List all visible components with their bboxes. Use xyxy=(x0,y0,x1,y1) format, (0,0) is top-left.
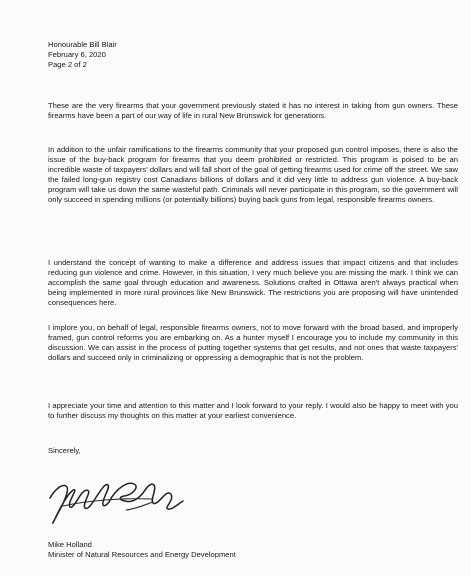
letter-header xyxy=(48,40,458,70)
page-number: Page 2 of 2 xyxy=(48,60,87,70)
signer-title: Minister of Natural Resources and Energy Development xyxy=(48,550,236,560)
letter-date: February 6, 2020 xyxy=(48,50,106,60)
paragraph-5: I appreciate your time and attention to this matter and I look forward to your reply. I would also be happy to meet with you to further discuss my thoughts on this matter at your earliest convenience. xyxy=(48,401,458,421)
paragraph-4: I implore you, on behalf of legal, responsible firearms owners, not to move forward with the broad based, and improperly framed, gun control reforms you are embarking on. As a hunter myself I encourage you to include my community in this discussion. We can assist in the process of putting together systems that get results, and not ones that waste taxpayers' dollars and succeed only in criminalizing or oppressing a demographic that is not the problem. xyxy=(48,323,458,363)
signer-name: Mike Holland xyxy=(48,540,92,549)
handwritten-signature xyxy=(42,465,192,537)
letter-body xyxy=(48,40,458,560)
recipient-name: Honourable Bill Blair xyxy=(48,40,117,49)
paragraph-3: I understand the concept of wanting to make a difference and address issues that impact citizens and that includes reducing gun violence and crime. However, in this situation, I very much believe you are missing the mark. I think we can accomplish the same goal through education and awareness. Solutions crafted in Ottawa aren't always practical when being implemented in more rural provinces like New Brunswick. The restrictions you are proposing will have unintended consequences here. xyxy=(48,258,458,308)
signature-block xyxy=(48,540,236,560)
paragraph-1: These are the very firearms that your government previously stated it has no interest in taking from gun owners. These firearms have been a part of our way of life in rural New Brunswick for generations. xyxy=(48,101,458,121)
paragraph-2: In addition to the unfair ramifications to the firearms community that your proposed gun control imposes, there is also the issue of the buy-back program for firearms that you deem prohibited or restricted. This program is poised to be an incredible waste of taxpayers' dollars and will fall short of the goal of getting firearms used for crime off the street. We saw the failed long-gun registry cost Canadians billions of dollars and it did very little to address gun violence. A buy-back program will take us down the same wasteful path. Criminals will never participate in this program, so the government will only succeed in spending millions (or potentially billions) buying back guns from legal, responsible firearms owners. xyxy=(48,145,458,205)
closing-salutation: Sincerely, xyxy=(48,446,81,455)
